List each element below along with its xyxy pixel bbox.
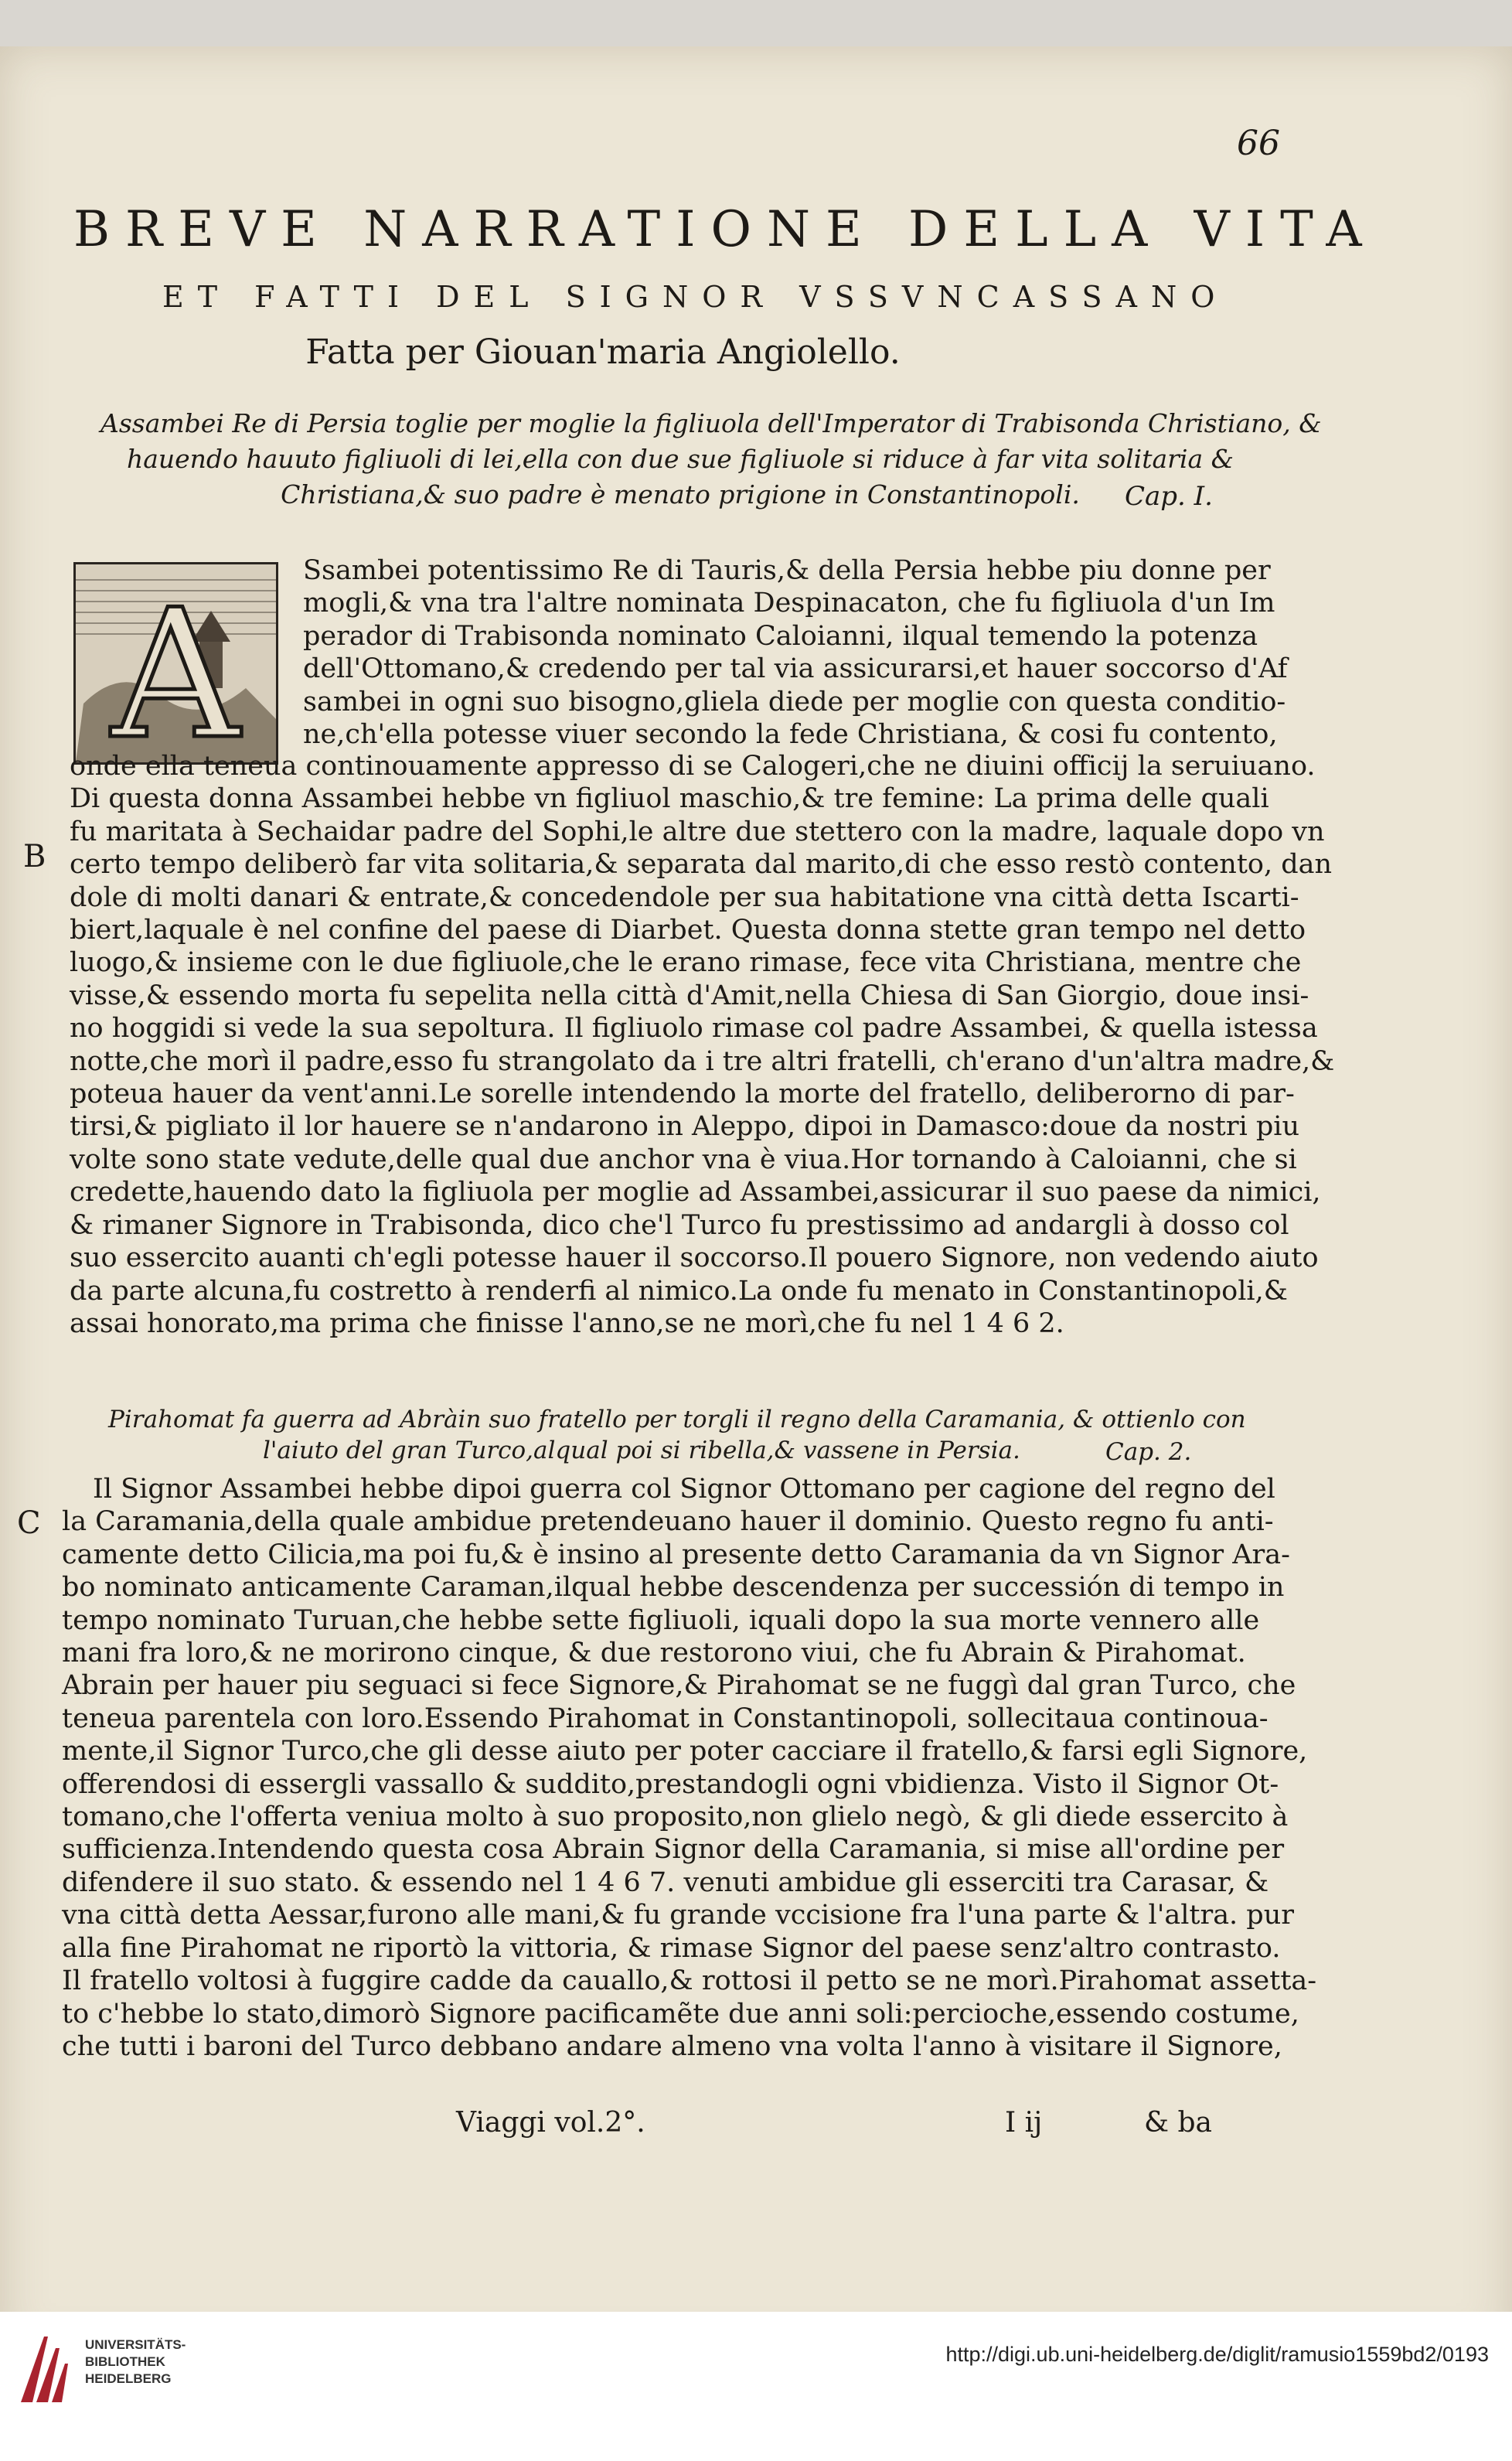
folio-number: 66 xyxy=(1237,124,1280,163)
text-line: perador di Trabisonda nominato Caloianni, ilqual temendo la potenza xyxy=(303,620,1258,652)
library-logo-icon[interactable] xyxy=(17,2329,71,2406)
text-line: tomano,che l'offerta veniua molto à suo proposito,non glielo negò, & gli diede essercito à xyxy=(62,1801,1289,1833)
text-line: Ssambei potentissimo Re di Tauris,& della Persia hebbe piu donne per xyxy=(303,555,1271,586)
subhead-line: l'aiuto del gran Turco,alqual poi si ribella,& vassene in Persia. xyxy=(263,1437,1020,1464)
text-line: no hoggidi si vede la sua sepoltura. Il figliuolo rimase col padre Assambei, & quella istessa xyxy=(70,1013,1318,1045)
argument-line: Assambei Re di Persia toglie per moglie la figliuola dell'Imperator di Trabisonda Christiano, & xyxy=(100,408,1322,438)
text-line: to c'hebbe lo stato,dimorò Signore pacificamẽte due anni soli:percioche,essendo costume, xyxy=(62,1998,1299,2030)
text-line: fu maritata à Sechaidar padre del Sophi,le altre due stettero con la madre, laquale dopo vn xyxy=(70,816,1325,847)
page-title: BREVE NARRATIONE DELLA VITA xyxy=(73,201,1377,258)
chapter-2-label: Cap. 2. xyxy=(1105,1438,1192,1466)
text-line: che tutti i baroni del Turco debbano andare almeno vna volta l'anno à visitare il Signore, xyxy=(62,2030,1282,2062)
text-line: mogli,& vna tra l'altre nominata Despinacaton, che fu figliuola d'un Im xyxy=(303,588,1275,619)
text-line: certo tempo deliberò far vita solitaria,& separata dal marito,di che esso restò contento, dan xyxy=(70,849,1333,881)
text-line: camente detto Cilicia,ma poi fu,& è insino al presente detto Caramania da vn Signor Ara- xyxy=(62,1539,1290,1570)
text-line: ne,ch'ella potesse viuer secondo la fede Christiana, & cosi fu contento, xyxy=(303,719,1278,751)
text-line: dole di molti danari & entrate,& concedendole per sua habitatione vna città detta Iscarti- xyxy=(70,881,1299,913)
author-line: Fatta per Giouan'maria Angiolello. xyxy=(305,332,901,372)
text-line: da parte alcuna,fu costretto à renderfi al nimico.La onde fu menato in Constantinopoli,& xyxy=(70,1275,1288,1307)
initial-letter: A xyxy=(111,572,240,762)
text-line: mani fra loro,& ne morirono cinque, & due restorono viui, che fu Abrain & Pirahomat. xyxy=(62,1638,1246,1669)
signature-mark: I ij xyxy=(1005,2107,1043,2139)
text-line: alla fine Pirahomat ne riportò la vittoria, & rimase Signor del paese senz'altro contrasto. xyxy=(62,1932,1281,1964)
text-line: notte,che morì il padre,esso fu strangolato da i tre altri fratelli, ch'erano d'un'altra madre,& xyxy=(70,1045,1335,1077)
library-name-line: BIBLIOTHEK xyxy=(85,2354,165,2369)
decorated-initial xyxy=(73,562,278,765)
text-line: difendere il suo stato. & essendo nel 1 4 6 7. venuti ambidue gli esserciti tra Carasar, & xyxy=(62,1866,1269,1898)
text-line: Abrain per hauer piu seguaci si fece Signore,& Pirahomat se ne fuggì dal gran Turco, che xyxy=(62,1670,1296,1702)
text-line: Il fratello voltosi à fuggire cadde da cauallo,& rottosi il petto se ne morì.Pirahomat assetta- xyxy=(62,1965,1317,1997)
library-name-line: HEIDELBERG xyxy=(85,2371,172,2386)
text-line: visse,& essendo morta fu sepelita nella città d'Amit,nella Chiesa di San Giorgio, doue insi- xyxy=(70,980,1309,1011)
argument-line: hauendo hauuto figliuoli di lei,ella con due sue figliuole si riduce à far vita solitaria & xyxy=(126,444,1234,474)
paragraph-2 xyxy=(62,1473,1317,2063)
text-line: vna città detta Aessar,furono alle mani,& fu grande vccisione fra l'una parte & l'altra. pur xyxy=(62,1900,1294,1931)
chapter-2-argument xyxy=(108,1404,1246,1466)
text-line: dell'Ottomano,& credendo per tal via assicurarsi,et hauer soccorso d'Af xyxy=(303,653,1288,685)
text-line: bo nominato anticamente Caraman,ilqual hebbe descendenza per successión di tempo in xyxy=(62,1572,1285,1604)
text-line: sufficienza.Intendendo questa cosa Abrain Signor della Caramania, si mise all'ordine per xyxy=(62,1834,1285,1866)
volume-label: Viaggi vol.2°. xyxy=(456,2107,645,2139)
chapter-argument xyxy=(100,406,1322,513)
text-line: tirsi,& pigliato il lor hauere se n'andarono in Aleppo, dipoi in Damasco:doue da nostri piu xyxy=(70,1111,1300,1143)
page-footer xyxy=(0,2107,1512,2146)
text-line: la Caramania,della quale ambidue pretendeuano hauer il dominio. Questo regno fu anti- xyxy=(62,1506,1274,1538)
permalink-url[interactable]: http://digi.ub.uni-heidelberg.de/diglit/ramusio1559bd2/0193 xyxy=(945,2343,1489,2366)
text-line: mente,il Signor Turco,che gli desse aiuto per poter cacciare il fratello,& farsi egli Signore, xyxy=(62,1736,1308,1767)
paragraph-1-body xyxy=(70,750,1335,1340)
text-line: offerendosi di essergli vassallo & suddito,prestandogli ogni vbidienza. Visto il Signor Ot- xyxy=(62,1768,1279,1800)
text-line: luogo,& insieme con le due figliuole,che le erano rimase, fece vita Christiana, mentre che xyxy=(70,947,1302,979)
text-line: credette,hauendo dato la figliuola per moglie ad Assambei,assicurar il suo paese da nimici, xyxy=(70,1177,1321,1208)
text-line: volte sono state vedute,delle qual due anchor vna è viua.Hor tornando à Caloianni, che si xyxy=(70,1144,1297,1175)
chapter-label: Cap. I. xyxy=(1125,481,1213,512)
text-line: sambei in ogni suo bisogno,gliela diede per moglie con questa conditio- xyxy=(303,686,1286,718)
library-name-line: UNIVERSITÄTS- xyxy=(85,2337,186,2352)
text-line: onde ella teneua continouamente appresso di se Calogeri,che ne diuini officij la seruiuano. xyxy=(70,751,1316,782)
scanned-page xyxy=(0,46,1512,2354)
text-line: Il Signor Assambei hebbe dipoi guerra col Signor Ottomano per cagione del regno del xyxy=(93,1474,1275,1505)
text-line: suo essercito auanti ch'egli potesse hauer il soccorso.Il pouero Signore, non vedendo aiuto xyxy=(70,1242,1319,1274)
text-line: teneua parentela con loro.Essendo Pirahomat in Constantinopoli, sollecitaua continoua- xyxy=(62,1703,1269,1734)
page-subtitle: ET FATTI DEL SIGNOR VSSVNCASSANO xyxy=(162,280,1229,314)
initial-woodcut-image xyxy=(76,564,276,762)
text-line: assai honorato,ma prima che finisse l'anno,se ne morì,che fu nel 1 4 6 2. xyxy=(70,1307,1064,1339)
subhead-line: Pirahomat fa guerra ad Abràin suo fratello per torgli il regno della Caramania, & ottienlo con xyxy=(108,1406,1246,1433)
argument-line: Christiana,& suo padre è menato prigione in Constantinopoli. xyxy=(281,479,1080,510)
text-line: Di questa donna Assambei hebbe vn figliuol maschio,& tre femine: La prima delle quali xyxy=(70,783,1269,815)
library-name[interactable] xyxy=(85,2337,186,2388)
margin-letter-b: B xyxy=(23,839,46,874)
catchword: & ba xyxy=(1144,2107,1212,2139)
paragraph-1-opening xyxy=(303,554,1288,751)
text-line: tempo nominato Turuan,che hebbe sette figliuoli, iquali dopo la sua morte vennero alle xyxy=(62,1604,1260,1636)
viewer-footer-bar xyxy=(0,2312,1512,2461)
margin-letter-c: C xyxy=(17,1505,41,1541)
text-line: biert,laquale è nel confine del paese di Diarbet. Questa donna stette gran tempo nel detto xyxy=(70,915,1306,946)
text-line: & rimaner Signore in Trabisonda, dico che'l Turco fu prestissimo ad andargli à dosso col xyxy=(70,1209,1289,1241)
text-line: poteua hauer da vent'anni.Le sorelle intendendo la morte del fratello, deliberorno di par- xyxy=(70,1079,1295,1110)
